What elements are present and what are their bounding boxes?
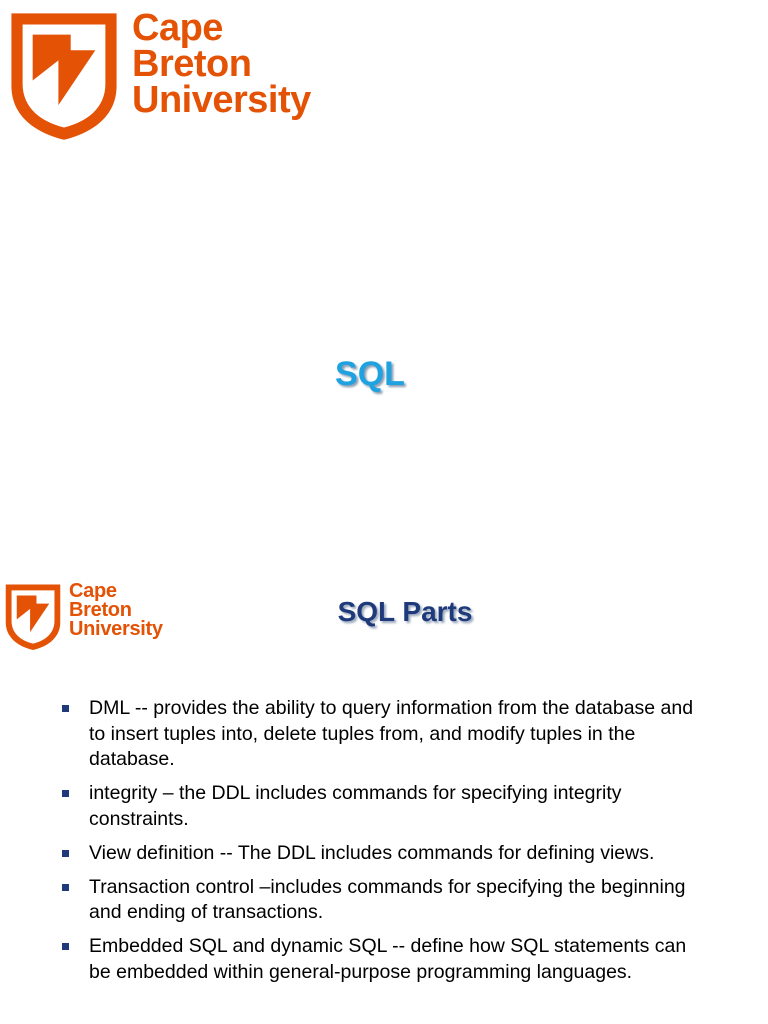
slide-title: SQL Parts <box>337 596 473 627</box>
bullet-text: DML -- provides the ability to query information from the database and to insert tuples into, delete tuples from, and modify tuples in the database. <box>89 697 694 770</box>
shield-icon <box>4 582 62 652</box>
square-bullet-icon <box>62 943 69 950</box>
slide-2 <box>0 560 768 1024</box>
bullet-text: Transaction control –includes commands for specifying the beginning and ending of transactions. <box>89 875 686 923</box>
square-bullet-icon <box>62 790 69 797</box>
square-bullet-icon <box>62 850 69 857</box>
logo-line-cape: Cape <box>132 7 223 49</box>
logo-line-cape: Cape <box>69 580 117 602</box>
list-item <box>60 934 700 985</box>
logo-line-breton: Breton <box>69 599 132 621</box>
square-bullet-icon <box>62 705 69 712</box>
logo-wordmark <box>132 7 311 122</box>
logo-wordmark <box>69 582 163 639</box>
bullet-text: integrity – the DDL includes commands for specifying integrity constraints. <box>89 782 622 830</box>
shield-icon <box>8 10 120 142</box>
list-item <box>60 875 700 926</box>
slide-title: SQL <box>335 355 405 393</box>
list-item <box>60 696 700 773</box>
logo-line-breton: Breton <box>132 43 252 86</box>
list-item <box>60 781 700 832</box>
university-logo-small <box>4 582 163 652</box>
list-item <box>60 841 700 867</box>
square-bullet-icon <box>62 884 69 891</box>
bullet-list <box>60 696 700 994</box>
bullet-text: Embedded SQL and dynamic SQL -- define how SQL statements can be embedded within general-purpose programming languages. <box>89 935 687 983</box>
bullet-text: View definition -- The DDL includes commands for defining views. <box>89 841 655 864</box>
logo-line-university: University <box>69 618 163 640</box>
logo-line-university: University <box>132 79 311 122</box>
university-logo <box>8 7 311 142</box>
